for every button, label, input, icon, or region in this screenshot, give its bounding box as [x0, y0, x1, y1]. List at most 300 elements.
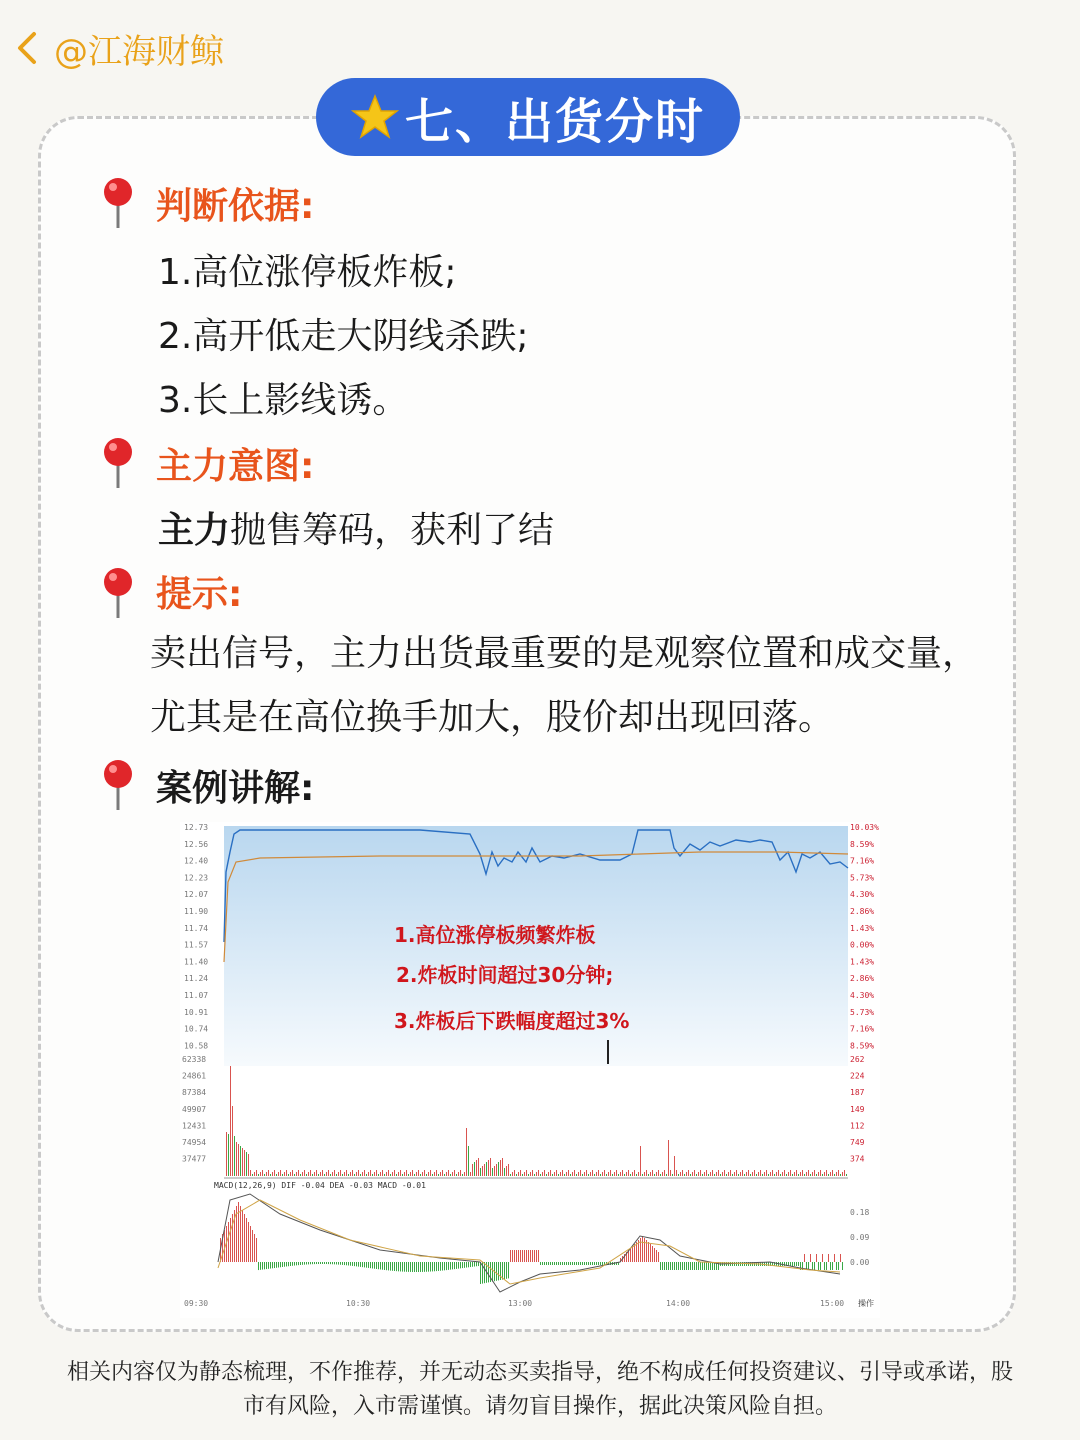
volume-bar — [786, 1174, 787, 1176]
macd-bar — [294, 1262, 295, 1266]
volume-bar — [404, 1172, 405, 1176]
macd-bar — [362, 1262, 363, 1267]
volume-bar — [704, 1172, 705, 1176]
macd-bar — [708, 1262, 709, 1270]
volume-bar — [594, 1174, 595, 1176]
volume-bar — [354, 1174, 355, 1176]
volume-bar — [386, 1172, 387, 1176]
macd-bar — [300, 1262, 301, 1265]
volume-bar — [736, 1170, 737, 1176]
volume-tick-label: 24861 — [182, 1071, 207, 1081]
intent-bold: 主力 — [158, 510, 231, 551]
macd-bar — [514, 1250, 515, 1262]
volume-bar — [842, 1172, 843, 1176]
macd-bar — [560, 1262, 561, 1265]
macd-bar — [650, 1244, 651, 1262]
volume-bar — [708, 1174, 709, 1176]
volume-bar — [828, 1174, 829, 1176]
price-tick-label: 12.73 — [184, 823, 209, 832]
volume-bar — [400, 1170, 401, 1176]
macd-bar — [280, 1262, 281, 1267]
macd-bar — [342, 1262, 343, 1265]
time-tick-label: 14:00 — [666, 1299, 691, 1308]
macd-bar — [652, 1246, 653, 1262]
volume-bar — [518, 1172, 519, 1176]
volume-bar — [800, 1172, 801, 1176]
volume-bar — [498, 1162, 499, 1176]
time-tick-label: 13:00 — [508, 1299, 533, 1308]
annotation-3: 3.炸板后下跌幅度超过3% — [394, 1009, 630, 1033]
macd-bar — [540, 1262, 541, 1265]
macd-bar — [504, 1262, 505, 1279]
volume-bar — [496, 1164, 497, 1176]
macd-bar — [816, 1254, 817, 1262]
volume-bar — [684, 1174, 685, 1176]
volume-bar — [722, 1172, 723, 1176]
macd-tick-label: 0.00 — [850, 1258, 870, 1267]
volume-bar — [480, 1168, 481, 1176]
macd-bar — [368, 1262, 369, 1268]
pct-tick-label: 5.73% — [850, 873, 875, 883]
macd-bar — [838, 1262, 839, 1270]
macd-bar — [322, 1262, 323, 1264]
volume-bar — [362, 1172, 363, 1176]
macd-bar — [598, 1262, 599, 1265]
volume-bar — [422, 1172, 423, 1176]
volume-bar — [298, 1170, 299, 1176]
volume-bar — [542, 1172, 543, 1176]
macd-bar — [834, 1254, 835, 1262]
volume-bar — [232, 1106, 233, 1176]
volume-bar — [524, 1172, 525, 1176]
price-tick-label: 11.57 — [184, 940, 209, 950]
volume-bar — [694, 1170, 695, 1176]
macd-bar — [420, 1262, 421, 1272]
intraday-chart — [180, 822, 880, 1318]
volume-bar — [818, 1172, 819, 1176]
macd-bar — [450, 1262, 451, 1270]
volume-bar — [376, 1170, 377, 1176]
macd-bar — [318, 1262, 319, 1264]
volume-bar — [258, 1174, 259, 1176]
macd-bar — [680, 1262, 681, 1270]
time-tick-label: 09:30 — [184, 1299, 209, 1308]
volume-bar — [444, 1174, 445, 1176]
macd-bar — [562, 1262, 563, 1265]
volume-bar — [772, 1170, 773, 1176]
volume-bar — [838, 1170, 839, 1176]
volume-bar — [774, 1174, 775, 1176]
volume-bar — [548, 1172, 549, 1176]
intent-heading: 主力意图: — [156, 446, 315, 487]
macd-bar — [232, 1214, 233, 1262]
macd-bar — [502, 1262, 503, 1280]
macd-bar — [694, 1262, 695, 1270]
chevron-left-icon — [14, 28, 40, 68]
volume-bar — [788, 1172, 789, 1176]
macd-bar — [826, 1262, 827, 1270]
macd-bar — [372, 1262, 373, 1268]
volume-bar — [558, 1174, 559, 1176]
macd-bar — [698, 1262, 699, 1270]
macd-bar — [580, 1262, 581, 1265]
macd-bar — [332, 1262, 333, 1264]
volume-bar — [776, 1172, 777, 1176]
volume-tick-label: 12431 — [182, 1121, 207, 1131]
volume-bar — [678, 1174, 679, 1176]
volume-bar — [806, 1172, 807, 1176]
volume-bar — [388, 1170, 389, 1176]
macd-bar — [602, 1262, 603, 1265]
volume-bar — [356, 1172, 357, 1176]
volume-bar — [302, 1172, 303, 1176]
volume-bar — [426, 1174, 427, 1176]
volume-bar — [516, 1174, 517, 1176]
volume-bar — [836, 1172, 837, 1176]
price-tick-label: 12.23 — [184, 873, 209, 883]
volume-bar — [342, 1174, 343, 1176]
volume-bar — [472, 1164, 473, 1176]
macd-bar — [740, 1262, 741, 1266]
macd-bar — [432, 1262, 433, 1271]
volume-bar — [804, 1174, 805, 1176]
volume-bar — [632, 1172, 633, 1176]
volume-bar — [458, 1172, 459, 1176]
macd-bar — [702, 1262, 703, 1270]
macd-bar — [306, 1262, 307, 1265]
volume-bar — [384, 1174, 385, 1176]
volume-bar — [798, 1174, 799, 1176]
intent-text — [158, 502, 554, 553]
volume-bar — [464, 1172, 465, 1176]
macd-bar — [658, 1252, 659, 1262]
macd-bar — [530, 1250, 531, 1262]
volume-bar — [274, 1170, 275, 1176]
volume-bar — [574, 1170, 575, 1176]
macd-bar — [458, 1262, 459, 1269]
macd-bar — [466, 1262, 467, 1268]
volume-bar — [432, 1174, 433, 1176]
volume-bar — [830, 1172, 831, 1176]
macd-bar — [534, 1250, 535, 1262]
macd-bar — [642, 1236, 643, 1262]
volume-bar — [492, 1168, 493, 1176]
volume-bar — [240, 1146, 241, 1176]
volume-bar — [246, 1152, 247, 1176]
macd-bar — [556, 1262, 557, 1265]
volume-bar — [336, 1174, 337, 1176]
volume-bar — [724, 1170, 725, 1176]
macd-bar — [662, 1262, 663, 1270]
volume-bar — [454, 1170, 455, 1176]
macd-bar — [684, 1262, 685, 1270]
volume-bar — [784, 1170, 785, 1176]
macd-bar — [506, 1262, 507, 1279]
volume-bar — [608, 1172, 609, 1176]
macd-bar — [328, 1262, 329, 1264]
macd-bar — [462, 1262, 463, 1268]
volume-bar — [796, 1170, 797, 1176]
volume-bar — [244, 1150, 245, 1176]
volume-bar — [270, 1174, 271, 1176]
volume-bar — [730, 1170, 731, 1176]
volume-bar — [490, 1158, 491, 1176]
macd-bar — [378, 1262, 379, 1269]
volume-bar — [292, 1170, 293, 1176]
macd-bar — [340, 1262, 341, 1265]
volume-bar — [598, 1170, 599, 1176]
macd-bar — [812, 1262, 813, 1270]
macd-bar — [248, 1222, 249, 1262]
macd-bar — [796, 1262, 797, 1266]
macd-bar — [376, 1262, 377, 1269]
volume-bar — [762, 1174, 763, 1176]
volume-bar — [256, 1170, 257, 1176]
macd-bar — [428, 1262, 429, 1272]
pct-tick-label: 7.16% — [850, 1024, 875, 1034]
macd-bar — [416, 1262, 417, 1272]
macd-bar — [666, 1262, 667, 1270]
macd-bar — [700, 1262, 701, 1270]
macd-bar — [394, 1262, 395, 1271]
volume-bar — [226, 1132, 227, 1176]
price-tick-label: 11.40 — [184, 957, 209, 967]
volume-bar — [242, 1148, 243, 1176]
basis-heading: 判断依据: — [156, 186, 315, 227]
volume-bar — [554, 1172, 555, 1176]
macd-bar — [426, 1262, 427, 1272]
volume-bar — [790, 1170, 791, 1176]
volume-bar — [718, 1170, 719, 1176]
volume-bar — [448, 1170, 449, 1176]
macd-bar — [674, 1262, 675, 1270]
volume-bar — [318, 1174, 319, 1176]
macd-bar — [464, 1262, 465, 1268]
volume-bar — [284, 1172, 285, 1176]
macd-bar — [672, 1262, 673, 1270]
volume-bar — [252, 1174, 253, 1176]
volume-bar — [748, 1170, 749, 1176]
volume-bar — [580, 1170, 581, 1176]
volume-bar — [640, 1146, 641, 1176]
macd-bar — [364, 1262, 365, 1267]
volume-bar — [626, 1172, 627, 1176]
macd-bar — [260, 1262, 261, 1270]
macd-bar — [644, 1238, 645, 1262]
price-tick-label: 10.91 — [184, 1007, 209, 1017]
macd-bar — [262, 1262, 263, 1270]
volume-bar — [306, 1174, 307, 1176]
macd-bar — [382, 1262, 383, 1270]
star-icon — [351, 93, 399, 141]
macd-bar — [414, 1262, 415, 1272]
volume-tick-label: 62338 — [182, 1055, 207, 1064]
volume-bar — [228, 1134, 229, 1176]
volume-bar — [260, 1172, 261, 1176]
volume-bar — [606, 1174, 607, 1176]
price-tick-label: 11.90 — [184, 907, 209, 916]
volume-bar — [304, 1170, 305, 1176]
pct-tick-label: 7.16% — [850, 856, 875, 866]
pct-tick-label: 0.00% — [850, 940, 875, 950]
volume-bar — [686, 1172, 687, 1176]
macd-bar — [324, 1262, 325, 1264]
macd-bar — [552, 1262, 553, 1265]
macd-bar — [276, 1262, 277, 1268]
volume-bar — [650, 1172, 651, 1176]
volume-bar — [560, 1172, 561, 1176]
volume-bar — [584, 1172, 585, 1176]
macd-bar — [396, 1262, 397, 1271]
volume-bar — [486, 1162, 487, 1176]
volume-bar — [778, 1170, 779, 1176]
macd-bar — [578, 1262, 579, 1265]
macd-bar — [354, 1262, 355, 1266]
volume-bar — [320, 1172, 321, 1176]
macd-bar — [258, 1262, 259, 1270]
pushpin-icon — [98, 436, 138, 490]
macd-bar — [648, 1242, 649, 1262]
price-tick-label: 10.74 — [184, 1024, 209, 1034]
volume-bar — [652, 1170, 653, 1176]
macd-bar — [510, 1250, 511, 1262]
macd-bar — [474, 1262, 475, 1267]
macd-bar — [292, 1262, 293, 1266]
volume-tick-label: 187 — [850, 1088, 865, 1098]
macd-bar — [286, 1262, 287, 1266]
macd-bar — [320, 1262, 321, 1264]
macd-bar — [272, 1262, 273, 1268]
volume-bar — [610, 1170, 611, 1176]
macd-bar — [544, 1262, 545, 1265]
macd-bar — [734, 1262, 735, 1266]
volume-bar — [514, 1170, 515, 1176]
volume-bar — [658, 1170, 659, 1176]
volume-bar — [322, 1170, 323, 1176]
author-handle[interactable]: @江海财鲸 — [54, 31, 224, 72]
volume-bar — [434, 1172, 435, 1176]
macd-bar — [830, 1262, 831, 1270]
volume-bar — [600, 1174, 601, 1176]
macd-bar — [480, 1262, 481, 1284]
volume-bar — [752, 1172, 753, 1176]
macd-bar — [634, 1244, 635, 1262]
macd-bar — [630, 1248, 631, 1262]
macd-bar — [594, 1262, 595, 1265]
macd-bar — [404, 1262, 405, 1272]
volume-bar — [440, 1172, 441, 1176]
volume-bar — [266, 1172, 267, 1176]
volume-bar — [358, 1170, 359, 1176]
volume-bar — [588, 1174, 589, 1176]
macd-bar — [660, 1262, 661, 1270]
volume-bar — [402, 1174, 403, 1176]
intent-rest: 抛售筹码，获利了结 — [230, 510, 555, 551]
volume-bar — [238, 1144, 239, 1176]
volume-bar — [630, 1174, 631, 1176]
volume-bar — [438, 1174, 439, 1176]
macd-bar — [656, 1250, 657, 1262]
tip-text: 卖出信号，主力出货最重要的是观察位置和成交量，尤其是在高位换手加大，股价却出现回落。 — [150, 633, 979, 738]
macd-bar — [588, 1262, 589, 1265]
macd-bar — [366, 1262, 367, 1268]
disclaimer-line-1: 相关内容仅为静态梳理，不作推荐，并无动态买卖指导，绝不构成任何投资建议、引导或承诺，股 — [66, 1360, 1013, 1385]
pct-tick-label: 8.59% — [850, 1041, 875, 1051]
macd-bar — [532, 1250, 533, 1262]
chart-corner-label: 操作 — [858, 1299, 874, 1308]
volume-bar — [644, 1172, 645, 1176]
volume-bar — [288, 1174, 289, 1176]
macd-bar — [360, 1262, 361, 1267]
volume-bar — [556, 1170, 557, 1176]
macd-bar — [676, 1262, 677, 1270]
volume-bar — [710, 1172, 711, 1176]
macd-bar — [484, 1262, 485, 1283]
macd-bar — [712, 1262, 713, 1270]
macd-bar — [840, 1254, 841, 1262]
macd-bar — [384, 1262, 385, 1270]
volume-bar — [364, 1170, 365, 1176]
volume-bar — [408, 1174, 409, 1176]
volume-bar — [654, 1174, 655, 1176]
macd-bar — [274, 1262, 275, 1268]
volume-bar — [308, 1172, 309, 1176]
volume-bar — [424, 1170, 425, 1176]
price-tick-label: 12.07 — [184, 890, 209, 900]
volume-bar — [742, 1170, 743, 1176]
macd-bar — [668, 1262, 669, 1270]
volume-bar — [508, 1164, 509, 1176]
macd-bar — [352, 1262, 353, 1266]
macd-bar — [304, 1262, 305, 1265]
volume-bar — [382, 1170, 383, 1176]
volume-bar — [398, 1172, 399, 1176]
volume-bar — [324, 1174, 325, 1176]
volume-bar — [716, 1172, 717, 1176]
macd-bar — [442, 1262, 443, 1271]
macd-bar — [692, 1262, 693, 1270]
volume-bar — [418, 1170, 419, 1176]
volume-bar — [476, 1160, 477, 1176]
back-button[interactable] — [14, 28, 46, 68]
volume-bar — [482, 1166, 483, 1176]
macd-bar — [688, 1262, 689, 1270]
volume-tick-label: 87384 — [182, 1088, 207, 1098]
macd-bar — [308, 1262, 309, 1264]
volume-bar — [636, 1174, 637, 1176]
volume-tick-label: 74954 — [182, 1138, 207, 1147]
macd-bar — [664, 1262, 665, 1270]
volume-bar — [734, 1172, 735, 1176]
macd-bar — [282, 1262, 283, 1267]
volume-bar — [332, 1172, 333, 1176]
macd-bar — [548, 1262, 549, 1265]
volume-tick-label: 149 — [850, 1104, 865, 1114]
macd-bar — [296, 1262, 297, 1265]
macd-bar — [696, 1262, 697, 1270]
macd-bar — [424, 1262, 425, 1272]
volume-bar — [578, 1172, 579, 1176]
volume-bar — [582, 1174, 583, 1176]
volume-bar — [714, 1174, 715, 1176]
volume-bar — [436, 1170, 437, 1176]
volume-bar — [592, 1170, 593, 1176]
volume-bar — [528, 1174, 529, 1176]
volume-bar — [764, 1172, 765, 1176]
disclaimer-line-2: 市有风险，入市需谨慎。请勿盲目操作，据此决策风险自担。 — [242, 1394, 837, 1419]
volume-bar — [740, 1172, 741, 1176]
volume-bar — [816, 1174, 817, 1176]
